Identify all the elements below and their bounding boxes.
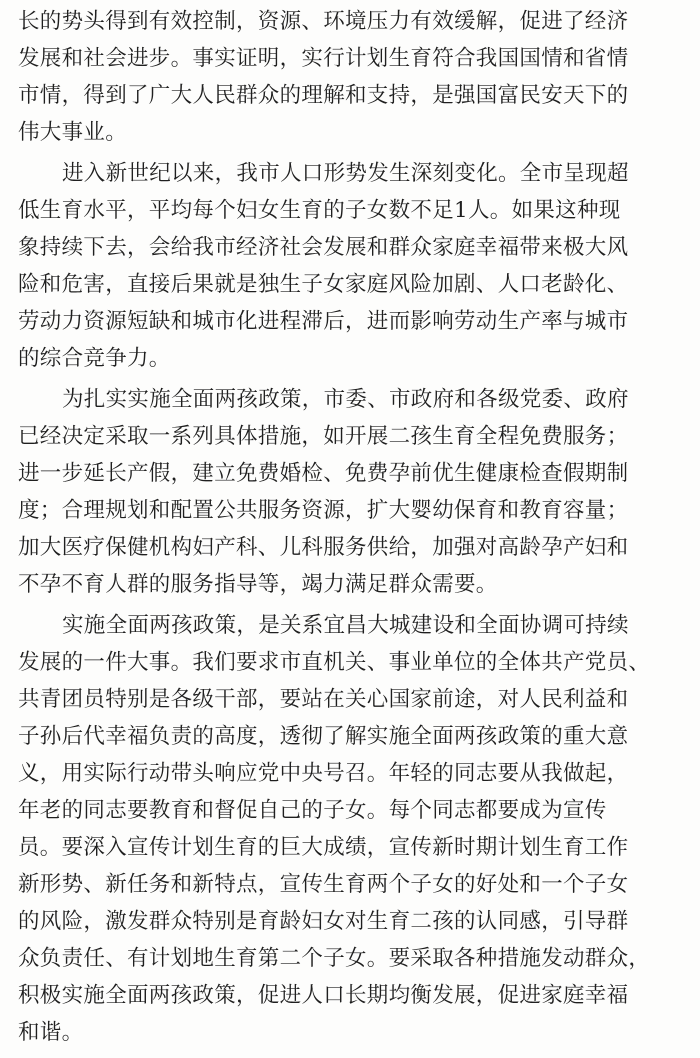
- text-line: 象持续下去，会给我市经济社会发展和群众家庭幸福带来极大风: [18, 235, 629, 260]
- text-line: 共青团员特别是各级干部，要站在关心国家前途，对人民利益和: [18, 687, 629, 712]
- text-line: 的风险，激发群众特别是育龄妇女对生育二孩的认同感，引导群: [18, 909, 629, 934]
- text-line: 加大医疗保健机构妇产科、儿科服务供给，加强对高龄孕产妇和: [18, 535, 629, 560]
- text-line: 发展的一件大事。我们要求市直机关、事业单位的全体共产党员、: [18, 650, 651, 675]
- text-line: 进一步延长产假，建立免费婚检、免费孕前优生健康检查假期制: [18, 461, 629, 486]
- text-line: 义，用实际行动带头响应党中央号召。年轻的同志要从我做起，: [18, 761, 629, 786]
- text-line: 险和危害，直接后果就是独生子女家庭风险加剧、人口老龄化、: [18, 272, 629, 297]
- text-line: 低生育水平，平均每个妇女生育的子女数不足1人。如果这种现: [18, 198, 621, 223]
- text-line: 市情，得到了广大人民群众的理解和支持，是强国富民安天下的: [18, 83, 629, 108]
- text-line: 度；合理规划和配置公共服务资源，扩大婴幼保育和教育容量；: [18, 498, 629, 523]
- text-line: 积极实施全面两孩政策，促进人口长期均衡发展，促进家庭幸福: [18, 983, 629, 1008]
- text-line: 实施全面两孩政策，是关系宜昌大城建设和全面协调可持续: [62, 613, 629, 638]
- text-line: 和谐。: [18, 1020, 84, 1045]
- text-line: 的综合竞争力。: [18, 346, 171, 371]
- text-line: 年老的同志要教育和督促自己的子女。每个同志都要成为宣传: [18, 798, 607, 823]
- text-line: 新形势、新任务和新特点，宣传生育两个子女的好处和一个子女: [18, 872, 629, 897]
- text-line: 已经决定采取一系列具体措施，如开展二孩生育全程免费服务；: [18, 424, 629, 449]
- text-line: 长的势头得到有效控制，资源、环境压力有效缓解，促进了经济: [18, 9, 629, 34]
- text-line: 员。要深入宣传计划生育的巨大成绩，宣传新时期计划生育工作: [18, 835, 629, 860]
- text-line: 伟大事业。: [18, 120, 128, 145]
- text-line: 子孙后代幸福负责的高度，透彻了解实施全面两孩政策的重大意: [18, 724, 629, 749]
- text-line: 为扎实实施全面两孩政策，市委、市政府和各级党委、政府: [62, 387, 629, 412]
- text-line: 众负责任、有计划地生育第二个子女。要采取各种措施发动群众，: [18, 946, 651, 971]
- text-line: 劳动力资源短缺和城市化进程滞后，进而影响劳动生产率与城市: [18, 309, 629, 334]
- text-line: 发展和社会进步。事实证明，实行计划生育符合我国国情和省情: [18, 46, 629, 71]
- text-line: 不孕不育人群的服务指导等，竭力满足群众需要。: [18, 572, 498, 597]
- text-line: 进入新世纪以来，我市人口形势发生深刻变化。全市呈现超: [62, 161, 629, 186]
